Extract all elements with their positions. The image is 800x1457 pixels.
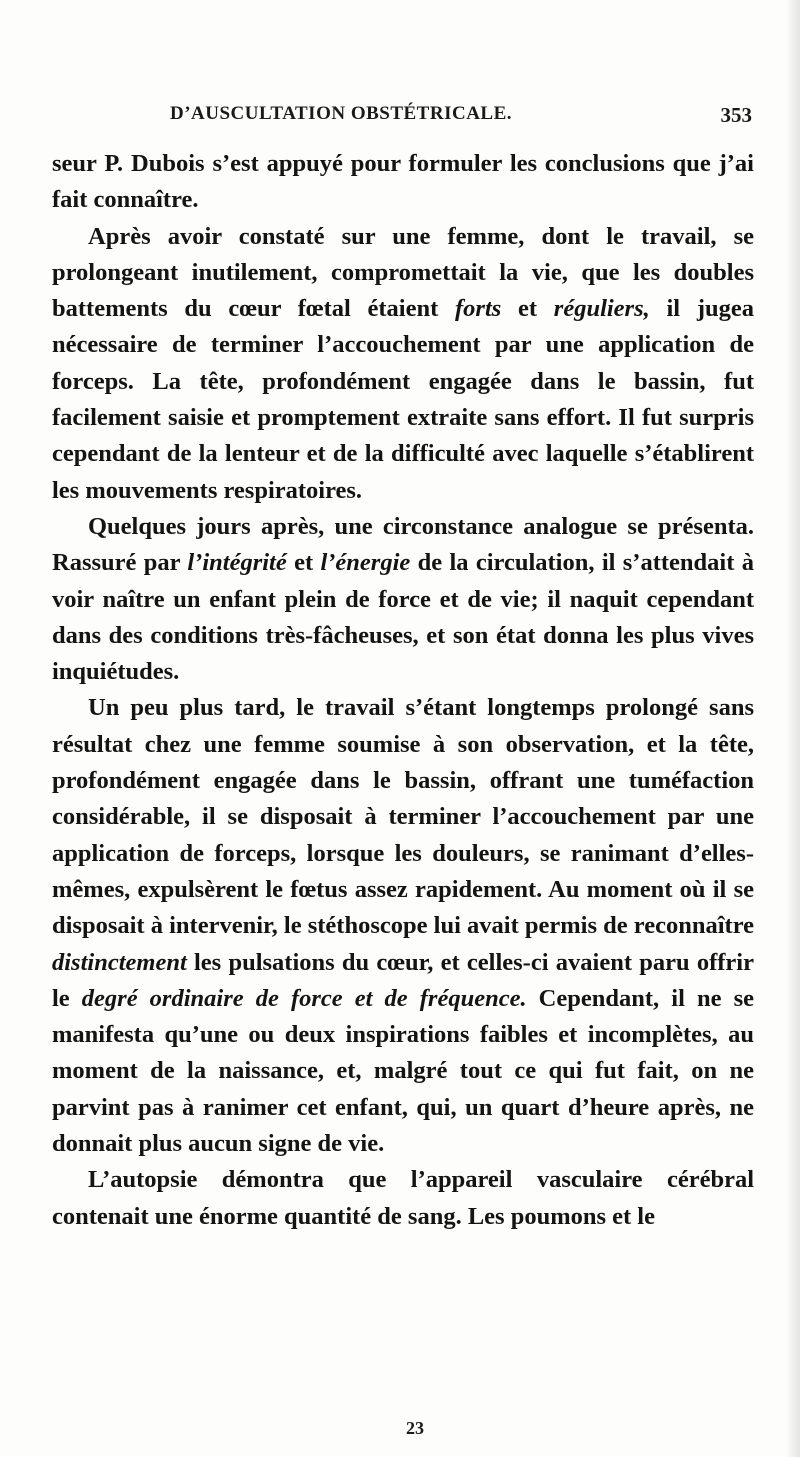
signature-mark: 23 xyxy=(406,1418,424,1438)
text-run: Un peu plus tard, le travail s’étant longtemps prolongé sans résultat chez une femme soumise à son observation, et la tête, profondément engagée dans le bassin, offrant une tuméfaction considérable, il se disposait à terminer l’accouchement par une application de forceps, lorsque les douleurs, se ranimant d’elles-mêmes, expulsèrent le fœtus assez rapidement. Au moment où il se disposait à intervenir, le stéthoscope lui avait permis de reconnaître xyxy=(52,694,754,940)
page-number: 353 xyxy=(720,103,752,127)
text-run: L’autopsie démontra que l’appareil vasculaire cérébral contenait une énorme quantité de sang. Les poumons et le xyxy=(52,1166,754,1230)
paragraph xyxy=(52,509,754,690)
paragraph xyxy=(52,1162,754,1235)
italic-text: forts xyxy=(455,295,502,323)
page-header xyxy=(52,103,752,143)
paragraph xyxy=(52,690,754,1162)
text-run: il jugea nécessaire de terminer l’accouchement par une application de forceps. La tête, profondément engagée dans le bassin, fut facilement saisie et promptement extraite sans effort. Il fut surpris cependant de la lenteur et de la difficulté avec laquelle s’établirent les mouvements respiratoires. xyxy=(52,295,754,504)
text-run: Après avoir constaté sur une femme, dont le travail, se prolongeant inutilement, compromettait la vie, que les doubles battements du cœur fœtal étaient xyxy=(52,222,754,323)
paragraph xyxy=(52,219,754,509)
text-run: et xyxy=(501,295,554,323)
body-text xyxy=(52,146,754,1235)
text-run: et xyxy=(286,549,321,577)
page-edge-shadow xyxy=(786,0,800,1457)
text-run: de la circulation, il s’attendait à voir naître un enfant plein de force et de vie; il naquit cependant dans des conditions très-fâcheuses, et son état donna les plus vives inquiétudes. xyxy=(52,549,754,686)
text-run: les pulsations du cœur, et celles-ci avaient paru offrir le xyxy=(52,948,754,1012)
italic-text: réguliers, xyxy=(553,295,650,323)
text-run: Quelques jours après, une circonstance analogue se présenta. Rassuré par xyxy=(52,512,754,577)
text-run: Cependant, il ne se manifesta qu’une ou deux inspirations faibles et incomplètes, au moment de la naissance, et, malgré tout ce qui fut fait, on ne parvint pas à ranimer cet enfant, qui, un quart d’heure après, ne donnait plus aucun signe de vie. xyxy=(52,984,754,1158)
italic-text: degré ordinaire de force et de fréquence. xyxy=(81,984,527,1012)
running-head: D’AUSCULTATION OBSTÉTRICALE. xyxy=(170,103,513,124)
paragraph xyxy=(52,146,754,219)
italic-text: l’intégrité xyxy=(187,549,287,577)
text-run: seur P. Dubois s’est appuyé pour formuler les conclusions que j’ai fait connaître. xyxy=(52,150,754,214)
italic-text: l’énergie xyxy=(320,549,411,577)
italic-text: distinctement xyxy=(52,948,187,976)
